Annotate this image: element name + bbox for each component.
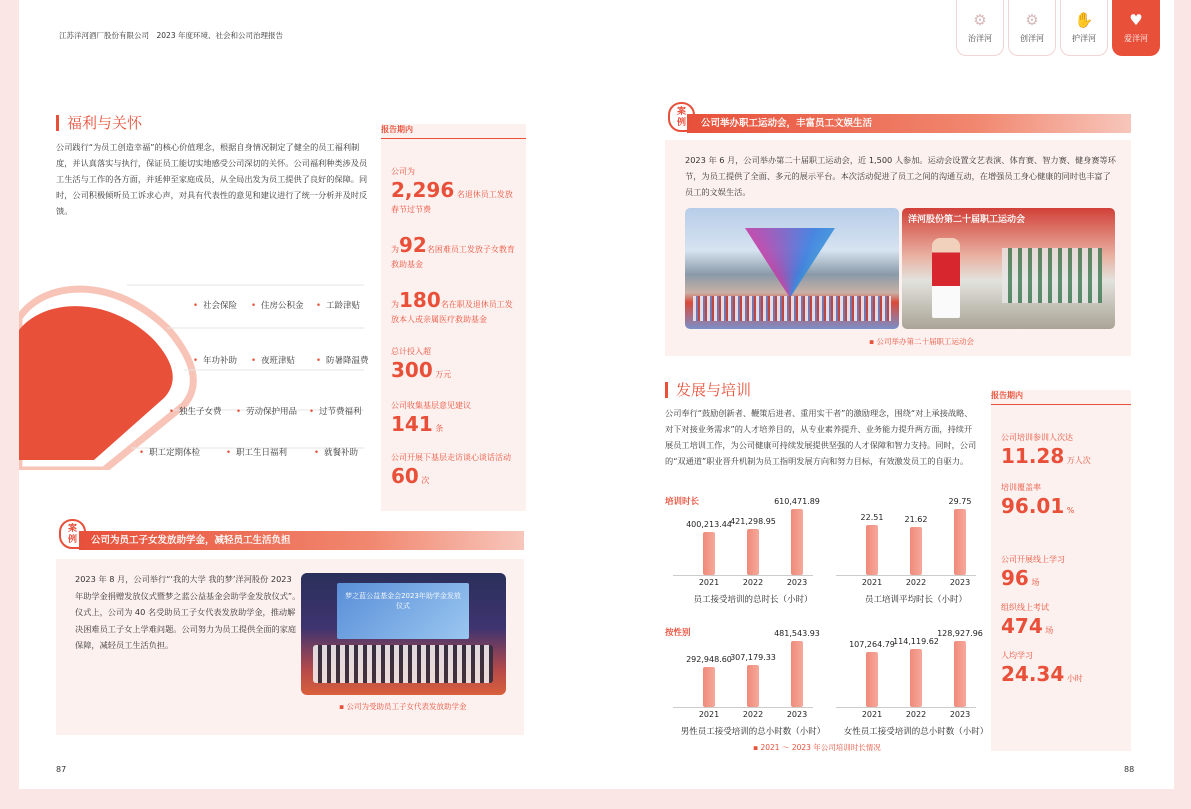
training-title: 发展与培训 xyxy=(665,382,751,398)
chart-group-label-hours: 培训时长 xyxy=(665,497,700,507)
chart-bar xyxy=(866,525,878,575)
chart-bar xyxy=(954,509,966,575)
chart-group-label-gender: 按性别 xyxy=(665,628,691,638)
year-tick-label: 2021 xyxy=(698,710,720,719)
hands-icon: ✋ xyxy=(1074,11,1094,29)
stat-unit: 场 xyxy=(1045,626,1054,635)
right-case-title: 公司举办职工运动会，丰富员工文娱生活 xyxy=(687,114,1131,133)
bar-value-label: 481,543.93 xyxy=(774,629,820,638)
benefit-item: • 职工定期体检 xyxy=(139,446,200,458)
tab-ai[interactable] xyxy=(1112,0,1160,56)
chart-title: 女性员工接受培训的总小时数（小时） xyxy=(843,727,989,737)
chart-axis xyxy=(673,707,813,708)
charts-caption: ▪ 2021 ～ 2023 年公司培训时长情况 xyxy=(753,742,881,753)
right-case-text: 2023 年 6 月，公司举办第二十届职工运动会，近 1,500 人参加。运动会设置文艺表演、体育赛、智力赛、健身赛等环节，为员工提供了全面、多元的展示平台。本次活动促进了员工之间的沟通互动，在增强员工身心健康的同时也丰富了员工的文娱生活。 xyxy=(685,155,1116,197)
gear-icon: ⚙ xyxy=(1025,11,1039,29)
bar-value-label: 421,298.95 xyxy=(730,517,776,527)
benefit-item: • 独生子女费 xyxy=(169,405,222,417)
bar-value-label: 400,213.44 xyxy=(686,519,732,529)
year-tick-label: 2023 xyxy=(949,710,971,719)
chart-axis xyxy=(836,707,976,708)
stat-education-fund xyxy=(391,234,520,272)
stat-text: 为 xyxy=(391,245,399,254)
bar-value-label: 292,948.60 xyxy=(686,654,732,664)
section-tabs xyxy=(956,0,1160,56)
bar-value-label: 29.75 xyxy=(948,497,972,506)
sports-meeting-photo-1 xyxy=(685,208,899,329)
tab-label: 爱洋河 xyxy=(1124,34,1148,43)
year-tick-label: 2023 xyxy=(949,578,971,587)
stat-number: 180 xyxy=(399,288,441,312)
stat-number: 60 xyxy=(391,464,419,488)
chart-bar xyxy=(747,529,759,575)
benefit-item: • 夜班津贴 xyxy=(251,354,295,366)
stat-number: 11.28 xyxy=(1001,444,1065,468)
left-case-box xyxy=(56,559,524,735)
stat-number: 474 xyxy=(1001,614,1043,638)
benefit-item: • 过节费福利 xyxy=(309,405,362,417)
stat-text: 名困难员工发放子女教育救助基金 xyxy=(391,245,515,269)
bar-value-label: 114,119.62 xyxy=(893,636,939,646)
stat-text: 公司培训参训人次达 xyxy=(1001,433,1073,442)
chart-bar xyxy=(791,509,803,575)
year-tick-label: 2021 xyxy=(861,578,883,587)
stat-text: 公司开展线上学习 xyxy=(1001,555,1065,564)
stat-unit: % xyxy=(1066,506,1075,515)
chart-title: 员工接受培训的总时长（小时） xyxy=(693,595,813,605)
chart-title: 男性员工接受培训的总小时数（小时） xyxy=(680,727,826,737)
stat-text: 公司开展下基层走访谈心谈话活动 xyxy=(391,453,511,462)
case-badge: 案 例 xyxy=(59,519,86,549)
training-paragraph: 公司奉行“鼓励创新者、鞭策后进者、重用实干者”的激励理念，围绕“对上承接战略、对下对接业务需求”的人才培养目的，从专业素养提升、业务能力提升两方面，持续开展员工培训工作，为公司健康可持续发展提供坚强的人才保障和智力支持。同时，公司的“双通道”职业晋升机制为员工指明发展方向和努力目标，有效激发员工的自驱力。 xyxy=(665,408,977,466)
year-tick-label: 2022 xyxy=(742,578,764,587)
stat-number: 2,296 xyxy=(391,178,455,202)
heart-hands-icon: ♥ xyxy=(1129,11,1143,29)
benefit-item: • 劳动保护用品 xyxy=(236,405,297,417)
chart-bar xyxy=(866,652,878,707)
stat-text: 总计投入超 xyxy=(391,347,431,356)
stat-online-learning xyxy=(1001,552,1125,590)
year-tick-label: 2022 xyxy=(905,710,927,719)
chart-bar xyxy=(910,527,922,575)
stat-text: 公司收集基层意见建议 xyxy=(391,401,471,410)
sports-meeting-photo-2 xyxy=(902,208,1115,329)
stat-per-capita xyxy=(1001,648,1125,686)
chart-bar xyxy=(954,641,966,707)
chart-bar xyxy=(703,667,715,707)
report-spread xyxy=(19,0,1174,789)
stat-number: 96.01 xyxy=(1001,494,1065,518)
stat-number: 92 xyxy=(399,233,427,257)
tab-label: 护洋河 xyxy=(1072,34,1096,43)
stat-text: 名在职及退休员工发放本人或亲属医疗救助基金 xyxy=(391,300,513,324)
stat-medical-fund xyxy=(391,289,520,327)
year-tick-label: 2021 xyxy=(698,578,720,587)
year-tick-label: 2023 xyxy=(786,578,808,587)
stat-unit: 万人次 xyxy=(1066,456,1091,465)
photo-banner-text: 洋河股份第二十届职工运动会 xyxy=(908,215,1026,225)
year-tick-label: 2023 xyxy=(786,710,808,719)
stat-text: 名退休员工发放春节过节费 xyxy=(391,190,513,214)
stat-text: 培训覆盖率 xyxy=(1001,483,1041,492)
welfare-paragraph: 公司践行“为员工创造幸福”的核心价值理念，根据自身情况制定了健全的员工福利制度，并认真落实与执行，保证员工能切实地感受公司深切的关怀。公司福利种类涉及员工生活与工作的各方面，并延伸至家庭成员，从全局出发为员工提供了良好的保障。同时，公司积极倾听员工诉求心声，对具有代表性的意见和建议进行了统一分析并及时反馈。 xyxy=(56,142,368,216)
welfare-title: 福利与关怀 xyxy=(56,115,142,131)
stat-participants xyxy=(1001,430,1125,468)
page-number-right: 88 xyxy=(1124,765,1135,774)
left-case-title: 公司为员工子女发放助学金，减轻员工生活负担 xyxy=(79,531,524,550)
chart-bar xyxy=(910,649,922,707)
tab-zhi[interactable] xyxy=(956,0,1004,56)
photo-screen-text: 梦之蓝公益基金会2023年助学金发放仪式 xyxy=(345,592,461,610)
bar-value-label: 128,927.96 xyxy=(937,629,983,638)
benefit-item: • 职工生日福利 xyxy=(226,446,287,458)
sidebar-title: 报告期内 xyxy=(991,391,1023,400)
stat-online-exams xyxy=(1001,600,1125,638)
stat-text: 人均学习 xyxy=(1001,651,1033,660)
right-stats-sidebar xyxy=(991,390,1131,751)
chart-axis xyxy=(836,575,976,576)
stat-unit: 条 xyxy=(435,424,444,433)
benefit-item: • 社会保险 xyxy=(193,299,237,311)
stat-unit: 场 xyxy=(1031,578,1040,587)
stat-suggestions xyxy=(391,398,520,436)
year-tick-label: 2022 xyxy=(905,578,927,587)
benefit-item: • 工龄津贴 xyxy=(316,299,360,311)
chart-axis xyxy=(673,575,813,576)
year-tick-label: 2021 xyxy=(861,710,883,719)
right-case-caption: ▪ 公司举办第二十届职工运动会 xyxy=(869,336,974,347)
bar-value-label: 21.62 xyxy=(904,515,928,525)
chart-bar xyxy=(791,641,803,707)
bar-value-label: 610,471.89 xyxy=(774,497,820,506)
stat-retiree-bonus xyxy=(391,164,520,217)
gear-icon: ⚙ xyxy=(973,11,987,29)
case-badge: 案 例 xyxy=(668,102,695,132)
stat-visits xyxy=(391,450,520,488)
tab-label: 治洋河 xyxy=(968,34,992,43)
bar-value-label: 107,264.79 xyxy=(849,640,895,650)
sidebar-title: 报告期内 xyxy=(381,125,413,134)
left-stats-sidebar xyxy=(381,124,526,511)
bar-value-label: 307,179.33 xyxy=(730,652,776,662)
benefit-item: • 住房公积金 xyxy=(251,299,304,311)
stat-number: 141 xyxy=(391,412,433,436)
scholarship-photo xyxy=(301,573,506,695)
stat-total-investment xyxy=(391,344,520,382)
stat-unit: 万元 xyxy=(435,370,452,379)
stat-number: 96 xyxy=(1001,566,1029,590)
tab-chuang[interactable] xyxy=(1008,0,1056,56)
right-case-box xyxy=(665,140,1131,356)
stat-unit: 小时 xyxy=(1066,674,1083,683)
chart-bar xyxy=(703,532,715,575)
report-header: 江苏洋河酒厂股份有限公司 2023 年度环境、社会和公司治理报告 xyxy=(59,31,283,40)
stat-unit: 次 xyxy=(421,476,430,485)
bar-value-label: 22.51 xyxy=(860,513,884,523)
stat-text: 公司为 xyxy=(391,167,415,176)
stat-text: 为 xyxy=(391,300,399,309)
benefit-item: • 防暑降温费 xyxy=(316,354,369,366)
left-case-caption: ▪ 公司为受助员工子女代表发放助学金 xyxy=(339,701,466,712)
chart-title: 员工培训平均时长（小时） xyxy=(864,595,968,605)
tab-label: 创洋河 xyxy=(1020,34,1044,43)
stat-number: 24.34 xyxy=(1001,662,1065,686)
benefit-item: • 就餐补助 xyxy=(314,446,358,458)
left-case-text: 2023 年 8 月，公司举行“‘我的大学 我的梦’洋河股份 2023 年助学金捐赠发放仪式暨梦之蓝公益基金会助学金发放仪式”。仪式上，公司为 40 名受助员工子女代表发放助学金，推动解决困难员工子女上学难问题。公司努力为员工提供全面的家庭保障，减轻员工生活负担。 xyxy=(75,574,301,650)
page-number-left: 87 xyxy=(56,765,67,774)
year-tick-label: 2022 xyxy=(742,710,764,719)
stat-text: 组织线上考试 xyxy=(1001,603,1049,612)
stat-number: 300 xyxy=(391,358,433,382)
tab-hu[interactable] xyxy=(1060,0,1108,56)
stat-coverage xyxy=(1001,480,1125,518)
benefit-item: • 年功补助 xyxy=(193,354,237,366)
chart-bar xyxy=(747,665,759,707)
